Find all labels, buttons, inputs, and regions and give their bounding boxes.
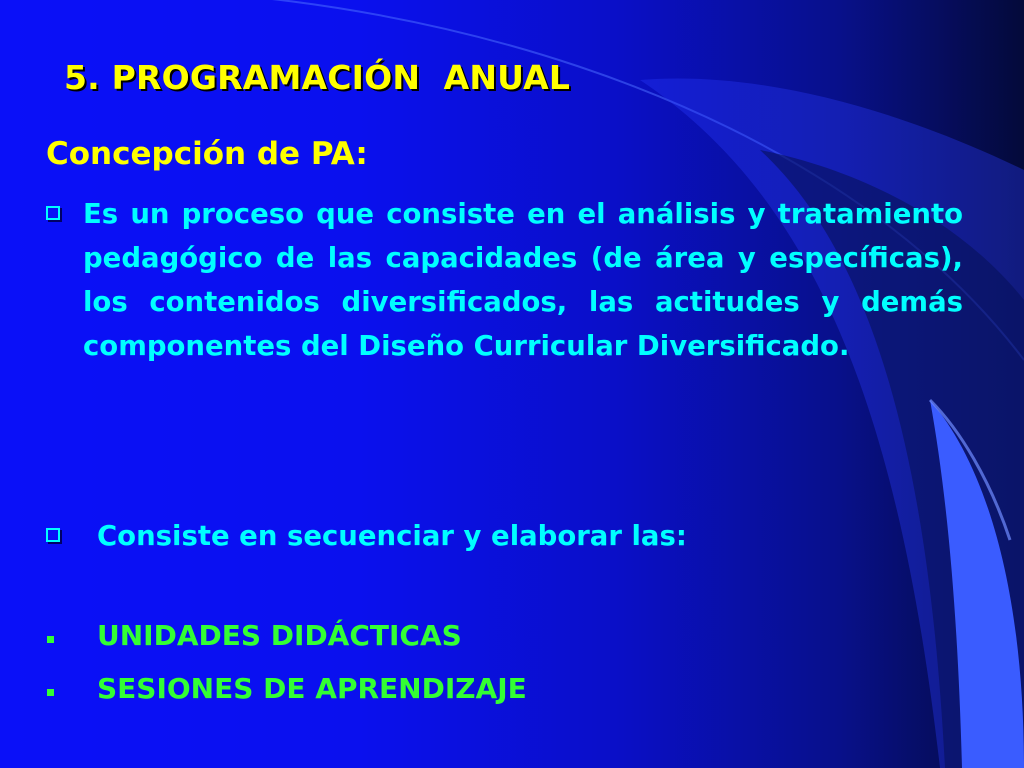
sequence-paragraph: Consiste en secuenciar y elaborar las: <box>97 520 687 552</box>
definition-paragraph: Es un proceso que consiste en el análisis y tratamiento pedagógico de las capacidades (de área y específicas), los contenidos diversificados, las actitudes y demás componentes del Diseño Curricular Diversificado. <box>83 198 963 362</box>
bullet-row-1 <box>46 206 60 220</box>
list-item-unidades: UNIDADES DIDÁCTICAS <box>97 619 462 652</box>
slide-title: 5. PROGRAMACIÓN ANUAL <box>64 58 571 97</box>
hollow-square-bullet-icon <box>46 206 60 220</box>
list-item-sesiones: SESIONES DE APRENDIZAJE <box>97 672 527 705</box>
filled-square-bullet-icon <box>47 636 54 643</box>
filled-square-bullet-icon <box>47 689 54 696</box>
hollow-square-bullet-icon <box>46 528 60 542</box>
subtitle: Concepción de PA: <box>46 136 368 172</box>
bullet-row-2 <box>46 528 60 542</box>
